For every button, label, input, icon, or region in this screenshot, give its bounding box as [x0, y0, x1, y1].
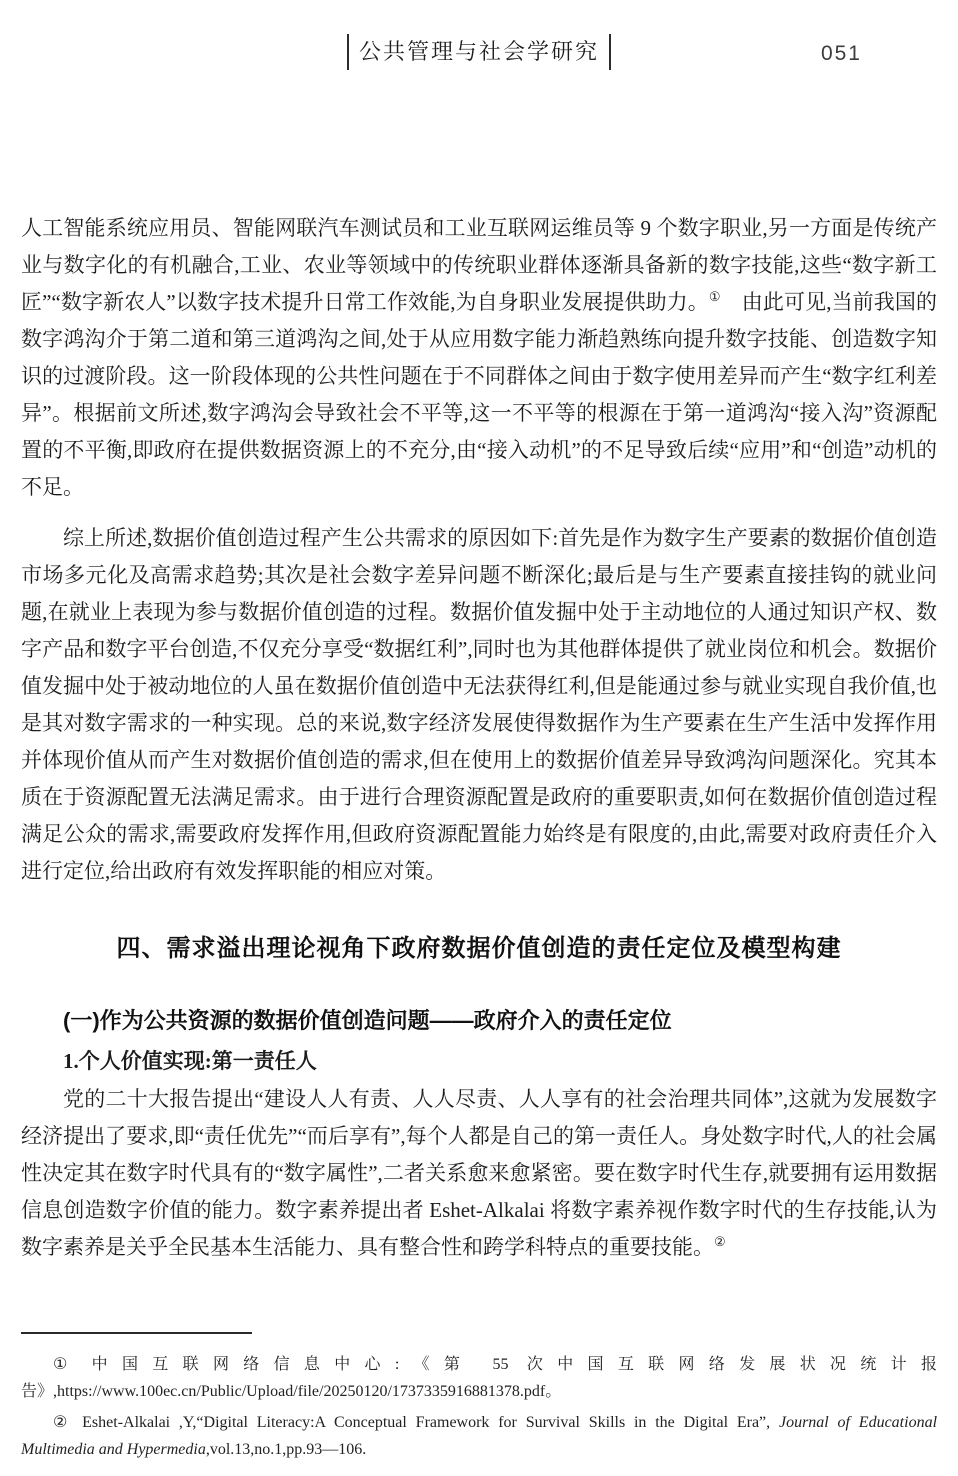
section-heading: 四、需求溢出理论视角下政府数据价值创造的责任定位及模型构建 [116, 935, 842, 962]
page-number: 051 [820, 42, 862, 65]
footnote-2-text: Eshet-Alkalai ,Y,“Digital Literacy:A Conceptual Framework for Survival Skills in the Digital Era”, [82, 1414, 771, 1431]
footnote-separator-line [21, 1332, 252, 1334]
paragraph-individual-value [21, 1081, 937, 1266]
numbered-heading: 1.个人价值实现:第一责任人 [63, 1049, 317, 1073]
page-header [0, 34, 958, 70]
footnote-ref-2: ② [714, 1234, 726, 1249]
footnote-1-marker: ① [53, 1356, 82, 1373]
footnote-2-marker: ② [53, 1414, 73, 1431]
paragraph-text: 由此可见,当前我国的数字鸿沟介于第二道和第三道鸿沟之间,处于从应用数字能力渐趋熟练向提升数字技能、创造数字知识的过渡阶段。这一阶段体现的公共性问题在于不同群体之间由于数字使用差异而产生“数字红利差异”。根据前文所述,数字鸿沟会导致社会不平等,这一不平等的根源在于第一道鸿沟“接入沟”资源配置的不平衡,即政府在提供数据资源上的不充分,由“接入动机”的不足导致后续“应用”和“创造”动机的不足。 [21, 290, 938, 499]
footnote-ref-1: ① [708, 289, 721, 304]
footnote-2 [21, 1409, 937, 1463]
paragraph-continuation [21, 210, 937, 506]
journal-section-title: 公共管理与社会学研究 [347, 34, 611, 70]
footnote-1-text: 中国互联网络信息中心:《第 55 次中国互联网络发展状况统计报告》,https://www.100ec.cn/Public/Upload/file/20250120/1737335916881378.pdf。 [21, 1356, 938, 1400]
footnote-2-text: ,vol.13,no.1,pp.93—106. [205, 1441, 367, 1458]
footnote-1 [21, 1351, 937, 1405]
footnote-2-journal-title: Journal of Educational Multimedia and Hypermedia [21, 1414, 938, 1458]
paragraph-text: 人工智能系统应用员、智能网联汽车测试员和工业互联网运维员等 9 个数字职业,另一方面是传统产业与数字化的有机融合,工业、农业等领域中的传统职业群体逐渐具备新的数字技能,这些“数字新工匠”“数字新农人”以数字技术提升日常工作效能,为自身职业发展提供助力。 [21, 216, 937, 314]
footnotes [21, 1351, 937, 1463]
subsection-heading: (一)作为公共资源的数据价值创造问题——政府介入的责任定位 [63, 1008, 672, 1033]
paragraph-summary: 综上所述,数据价值创造过程产生公共需求的原因如下:首先是作为数字生产要素的数据价值创造市场多元化及高需求趋势;其次是社会数字差异问题不断深化;最后是与生产要素直接挂钩的就业问题,在就业上表现为参与数据价值创造的过程。数据价值发掘中处于主动地位的人通过知识产权、数字产品和数字平台创造,不仅充分享受“数据红利”,同时也为其他群体提供了就业岗位和机会。数据价值发掘中处于被动地位的人虽在数据价值创造中无法获得红利,但是能通过参与就业实现自我价值,也是其对数字需求的一种实现。总的来说,数字经济发展使得数据作为生产要素在生产生活中发挥作用并体现价值从而产生对数据价值创造的需求,但在使用上的数据价值差异导致鸿沟问题深化。究其本质在于资源配置无法满足需求。由于进行合理资源配置是政府的重要职责,如何在数据价值创造过程满足公众的需求,需要政府发挥作用,但政府资源配置能力始终是有限度的,由此,需要对政府责任介入进行定位,给出政府有效发挥职能的相应对策。 [21, 526, 937, 883]
paragraph-text: 党的二十大报告提出“建设人人有责、人人尽责、人人享有的社会治理共同体”,这就为发展数字经济提出了要求,即“责任优先”“而后享有”,每个人都是自己的第一责任人。身处数字时代,人的社会属性决定其在数字时代具有的“数字属性”,二者关系愈来愈紧密。要在数字时代生存,就要拥有运用数据信息创造数字价值的能力。数字素养提出者 Eshet-Alkalai 将数字素养视作数字时代的生存技能,认为数字素养是关乎全民基本生活能力、具有整合性和跨学科特点的重要技能。 [21, 1087, 937, 1259]
